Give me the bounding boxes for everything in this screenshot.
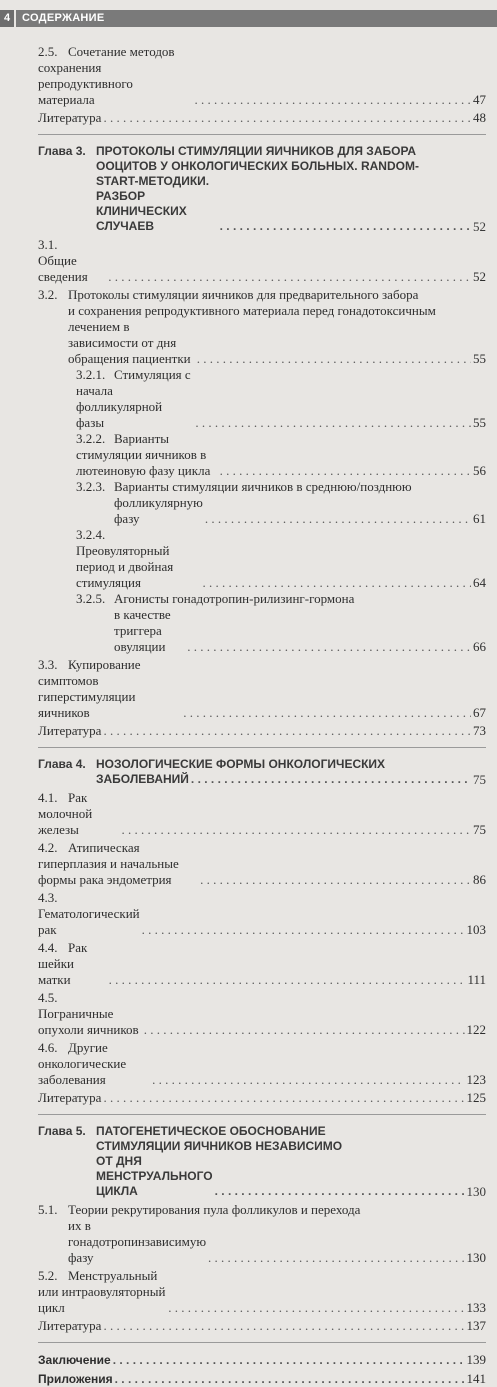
page-ref: 47 [473,92,486,107]
divider [38,747,486,748]
toc-entry-5-2[interactable]: 5.2. Менструальный или интраовуляторный цикл . . . 133 [38,1268,486,1316]
toc-entry-3-3[interactable]: 3.3. Купирование симптомов гиперстимуляции яичников . . . 67 [38,657,486,721]
toc-entry-literature-5[interactable]: Литература . . . 137 [38,1318,486,1334]
toc-entry-3-2-5[interactable]: 3.2.5. Агонисты гонадотропин-рилизинг-гормона в качестве триггера овуляции . . . 66 [38,591,486,655]
toc-chapter-3[interactable]: Глава 3. ПРОТОКОЛЫ СТИМУЛЯЦИИ ЯИЧНИКОВ ДЛЯ ЗАБОРА ООЦИТОВ У ОНКОЛОГИЧЕСКИХ БОЛЬНЫХ. RANDOM- START-МЕТОДИКИ. РАЗБОР КЛИНИЧЕСКИХ СЛУЧАЕВ . . . 52 [38,144,486,234]
toc-chapter-4[interactable]: Глава 4. НОЗОЛОГИЧЕСКИЕ ФОРМЫ ОНКОЛОГИЧЕСКИХ ЗАБОЛЕВАНИЙ . . . 75 [38,757,486,787]
toc-entry-3-2[interactable]: 3.2. Протоколы стимуляции яичников для предварительного забора и сохранения репродуктивного материала перед гонадотоксичным лечением в зависимости от дня обращения пациентки . . . 55 [38,287,486,367]
toc-entry-4-1[interactable]: 4.1. Рак молочной железы . . . 75 [38,790,486,838]
toc-entry-3-2-1[interactable]: 3.2.1. Стимуляция с начала фолликулярной фазы . . . 55 [38,367,486,431]
toc-entry-4-6[interactable]: 4.6. Другие онкологические заболевания . . . 123 [38,1040,486,1088]
toc-entry-conclusion[interactable]: Заключение . . . 139 [38,1352,486,1368]
chapter-label: Глава 3. [38,144,86,158]
section-title: СОДЕРЖАНИЕ [16,10,497,27]
toc-entry-3-2-2[interactable]: 3.2.2. Варианты стимуляции яичников в лютеиновую фазу цикла . . . 56 [38,431,486,479]
chapter-label: Глава 4. [38,757,86,771]
toc-entry-4-3[interactable]: 4.3.Гематологический рак . . . 103 [38,890,486,938]
page-number: 4 [0,10,14,27]
toc-entry-literature-2[interactable]: Литература . . . 48 [38,110,486,126]
divider [38,134,486,135]
table-of-contents [38,44,486,1387]
toc-entry-3-2-3[interactable]: 3.2.3. Варианты стимуляции яичников в среднюю/позднюю фолликулярную фазу . . . 61 [38,479,486,527]
chapter-label: Глава 5. [38,1124,86,1138]
toc-entry-appendix[interactable]: Приложения . . . 141 [38,1371,486,1387]
divider [38,1114,486,1115]
toc-entry-4-5[interactable]: 4.5.Пограничные опухоли яичников . . . 122 [38,990,486,1038]
toc-chapter-5[interactable]: Глава 5. ПАТОГЕНЕТИЧЕСКОЕ ОБОСНОВАНИЕ СТИМУЛЯЦИИ ЯИЧНИКОВ НЕЗАВИСИМО ОТ ДНЯ МЕНСТРУАЛЬНОГО ЦИКЛА . . . 130 [38,1124,486,1199]
toc-entry-3-2-4[interactable]: 3.2.4.Преовуляторный период и двойная стимуляция . . . 64 [38,527,486,591]
toc-entry-2-5[interactable]: 2.5. Сочетание методов сохранения репродуктивного материала . . . 47 [38,44,486,108]
toc-entry-literature-3[interactable]: Литература . . . 73 [38,723,486,739]
page-header [0,0,497,32]
toc-entry-4-2[interactable]: 4.2. Атипическая гиперплазия и начальные формы рака эндометрия . . . 86 [38,840,486,888]
toc-entry-5-1[interactable]: 5.1. Теории рекрутирования пула фолликулов и перехода их в гонадотропинзависимую фазу . . . 130 [38,1202,486,1266]
divider [38,1342,486,1343]
toc-entry-3-1[interactable]: 3.1.Общие сведения . . . 52 [38,237,486,285]
toc-entry-4-4[interactable]: 4.4. Рак шейки матки . . . 111 [38,940,486,988]
toc-entry-literature-4[interactable]: Литература . . . 125 [38,1090,486,1106]
